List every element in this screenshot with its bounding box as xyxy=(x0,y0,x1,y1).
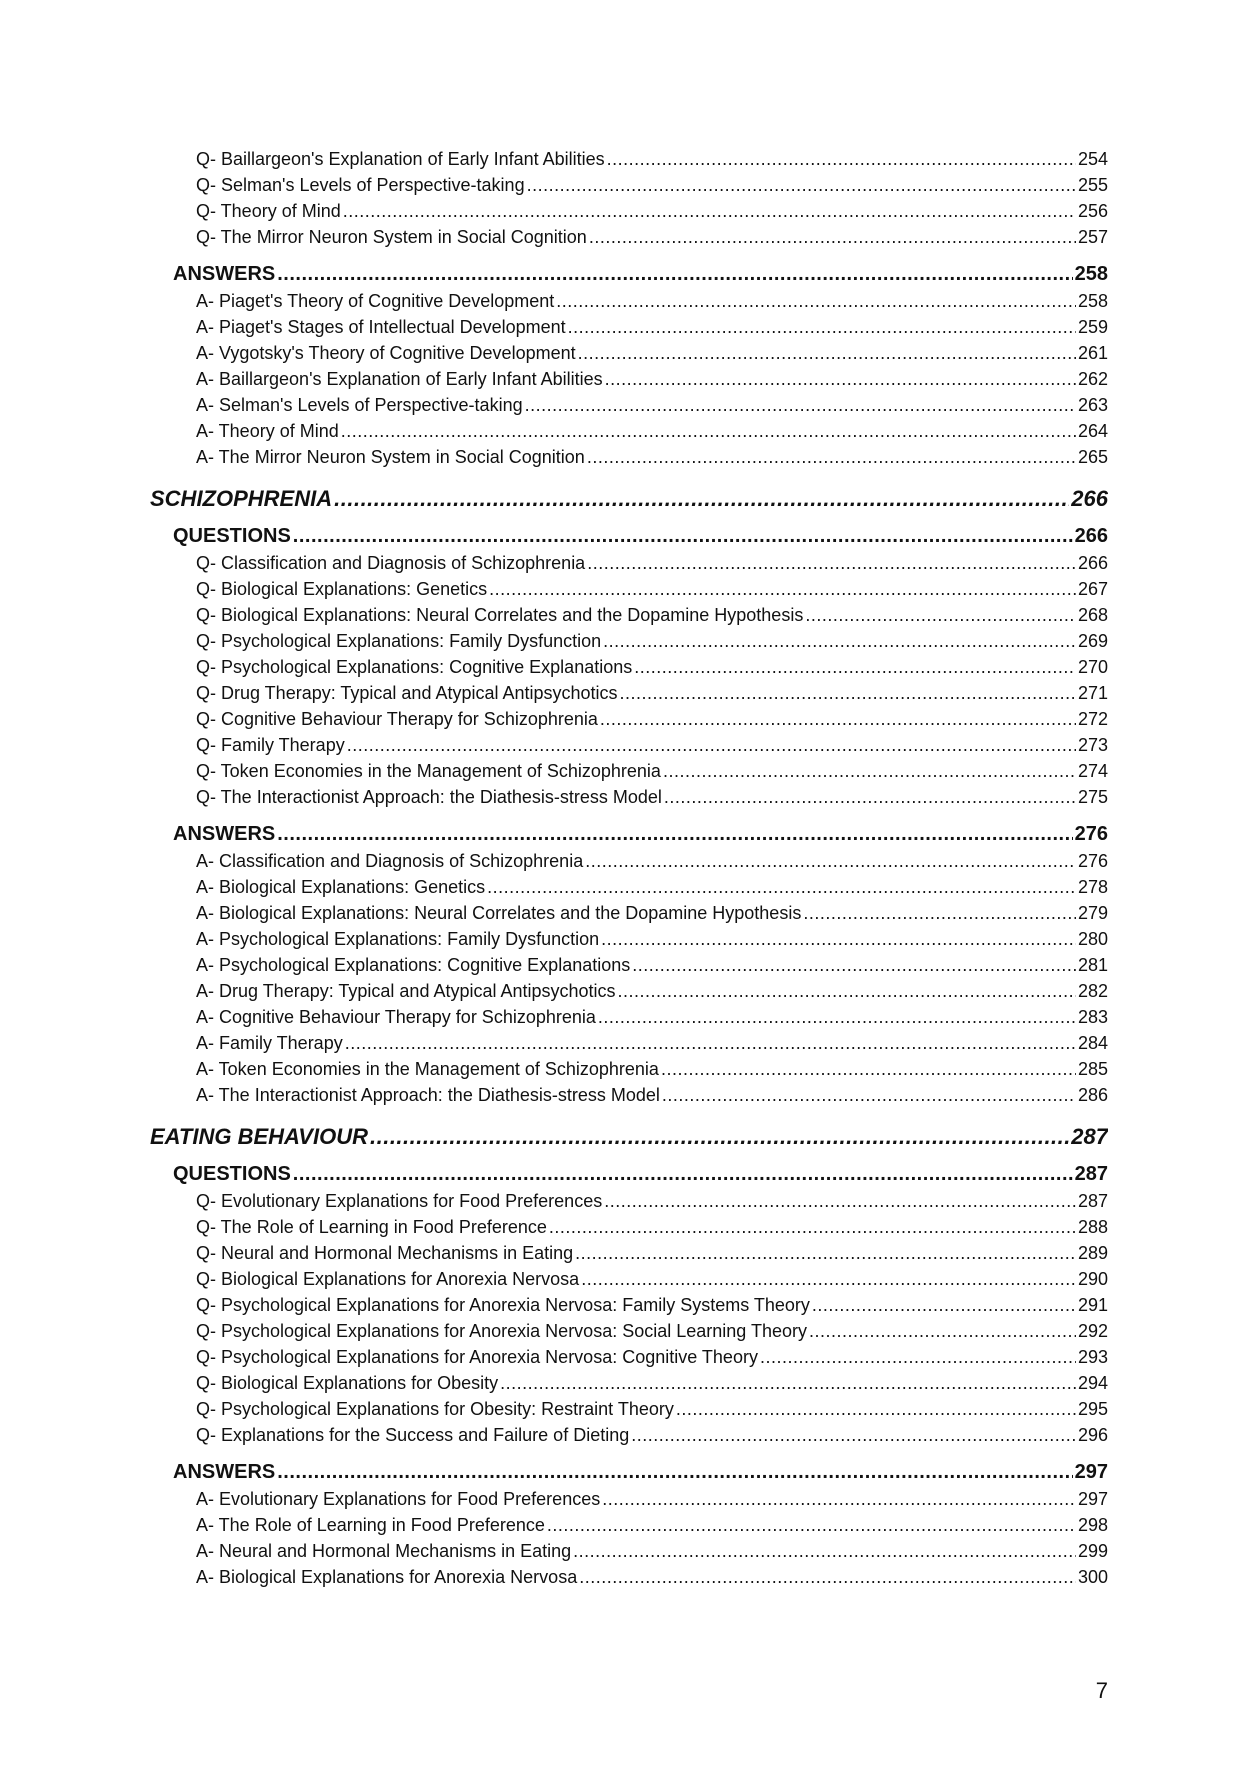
toc-entry-title: A- Psychological Explanations: Cognitive Explanations xyxy=(196,955,631,975)
toc-entry[interactable] xyxy=(150,366,1108,392)
toc-entry-page: 297 xyxy=(1074,1461,1108,1483)
toc-entry-title: Q- Selman's Levels of Perspective-taking xyxy=(196,175,525,195)
dot-leader xyxy=(631,1422,1076,1448)
toc-entry-title: Q- Family Therapy xyxy=(196,735,345,755)
toc-entry[interactable] xyxy=(150,288,1108,314)
toc-entry[interactable] xyxy=(150,340,1108,366)
toc-entry-title: A- Piaget's Stages of Intellectual Development xyxy=(196,317,566,337)
toc-entry-title: A- Piaget's Theory of Cognitive Development xyxy=(196,291,555,311)
toc-entry-page: 257 xyxy=(1077,227,1108,247)
toc-section[interactable] xyxy=(150,1458,1108,1486)
toc-entry[interactable] xyxy=(150,172,1108,198)
toc-entry-title: Q- Explanations for the Success and Failure of Dieting xyxy=(196,1425,630,1445)
dot-leader xyxy=(341,418,1076,444)
toc-entry-title: Q- Biological Explanations for Anorexia Nervosa xyxy=(196,1269,580,1289)
toc-entry[interactable] xyxy=(150,706,1108,732)
toc-entry-page: 256 xyxy=(1077,201,1108,221)
toc-entry[interactable] xyxy=(150,314,1108,340)
toc-entry-title: A- Biological Explanations for Anorexia Nervosa xyxy=(196,1567,578,1587)
toc-entry-page: 270 xyxy=(1077,657,1108,677)
dot-leader xyxy=(525,392,1076,418)
toc-entry-title: Q- Psychological Explanations for Anorexia Nervosa: Cognitive Theory xyxy=(196,1347,758,1367)
dot-leader xyxy=(803,900,1076,926)
dot-leader xyxy=(277,260,1072,288)
toc-entry-page: 267 xyxy=(1077,579,1108,599)
dot-leader xyxy=(579,1564,1076,1590)
dot-leader xyxy=(585,848,1076,874)
toc-entry-title: ANSWERS xyxy=(173,823,276,845)
dot-leader xyxy=(760,1344,1076,1370)
dot-leader xyxy=(607,146,1076,172)
toc-entry-title: A- Drug Therapy: Typical and Atypical Antipsychotics xyxy=(196,981,616,1001)
toc-entry[interactable] xyxy=(150,576,1108,602)
toc-entry-page: 263 xyxy=(1077,395,1108,415)
toc-entry-title: Q- Token Economies in the Management of Schizophrenia xyxy=(196,761,661,781)
toc-entry-page: 297 xyxy=(1077,1489,1108,1509)
toc-entry-title: A- Cognitive Behaviour Therapy for Schizophrenia xyxy=(196,1007,596,1027)
toc-entry[interactable] xyxy=(150,146,1108,172)
dot-leader xyxy=(634,654,1076,680)
toc-entry[interactable] xyxy=(150,978,1108,1004)
toc-entry-title: Q- Psychological Explanations: Cognitive Explanations xyxy=(196,657,633,677)
toc-section[interactable] xyxy=(150,820,1108,848)
toc-entry[interactable] xyxy=(150,1512,1108,1538)
dot-leader xyxy=(601,926,1076,952)
dot-leader xyxy=(664,784,1076,810)
toc-entry-page: 290 xyxy=(1077,1269,1108,1289)
toc-entry-title: Q- Biological Explanations for Obesity xyxy=(196,1373,499,1393)
toc-entry-page: 292 xyxy=(1077,1321,1108,1341)
toc-entry-page: 278 xyxy=(1077,877,1108,897)
dot-leader xyxy=(347,732,1076,758)
toc-entry-page: 271 xyxy=(1077,683,1108,703)
toc-entry-title: A- The Interactionist Approach: the Diathesis-stress Model xyxy=(196,1085,660,1105)
toc-entry-title: QUESTIONS xyxy=(173,525,291,547)
toc-entry[interactable] xyxy=(150,1266,1108,1292)
page-number: 7 xyxy=(1095,1678,1108,1703)
toc-entry[interactable] xyxy=(150,758,1108,784)
toc-entry-page: 300 xyxy=(1077,1567,1108,1587)
toc-entry[interactable] xyxy=(150,1344,1108,1370)
dot-leader xyxy=(277,1458,1072,1486)
toc-entry-page: 266 xyxy=(1074,525,1108,547)
toc-entry-title: A- Baillargeon's Explanation of Early Infant Abilities xyxy=(196,369,603,389)
toc-entry-title: Q- Drug Therapy: Typical and Atypical Antipsychotics xyxy=(196,683,618,703)
toc-entry-page: 262 xyxy=(1077,369,1108,389)
toc-entry-title: A- The Mirror Neuron System in Social Cognition xyxy=(196,447,585,467)
dot-leader xyxy=(602,1486,1076,1512)
dot-leader xyxy=(662,1082,1076,1108)
dot-leader xyxy=(293,522,1073,550)
toc-entry-page: 287 xyxy=(1074,1163,1108,1185)
toc-entry[interactable] xyxy=(150,900,1108,926)
toc-entry[interactable] xyxy=(150,602,1108,628)
dot-leader xyxy=(812,1292,1076,1318)
toc-entry-page: 255 xyxy=(1077,175,1108,195)
dot-leader xyxy=(489,576,1076,602)
toc-entry[interactable] xyxy=(150,874,1108,900)
toc-entry-title: ANSWERS xyxy=(173,1461,276,1483)
dot-leader xyxy=(568,314,1076,340)
toc-chapter[interactable] xyxy=(150,1120,1108,1154)
toc-entry-title: Q- Baillargeon's Explanation of Early Infant Abilities xyxy=(196,149,605,169)
toc-entry-title: A- Theory of Mind xyxy=(196,421,339,441)
toc-entry-page: 284 xyxy=(1077,1033,1108,1053)
toc-entry-title: A- Neural and Hormonal Mechanisms in Eating xyxy=(196,1541,572,1561)
dot-leader xyxy=(587,550,1076,576)
toc-entry-page: 275 xyxy=(1077,787,1108,807)
toc-entry-title: EATING BEHAVIOUR xyxy=(150,1124,368,1149)
toc-entry[interactable] xyxy=(150,926,1108,952)
toc-entry[interactable] xyxy=(150,1422,1108,1448)
dot-leader xyxy=(527,172,1076,198)
toc-entry-title: A- Biological Explanations: Neural Correlates and the Dopamine Hypothesis xyxy=(196,903,802,923)
toc-section[interactable] xyxy=(150,1160,1108,1188)
dot-leader xyxy=(661,1056,1076,1082)
toc-entry[interactable] xyxy=(150,198,1108,224)
toc-entry-title: Q- Psychological Explanations for Obesity: Restraint Theory xyxy=(196,1399,674,1419)
toc-entry-title: A- Psychological Explanations: Family Dysfunction xyxy=(196,929,600,949)
dot-leader xyxy=(676,1396,1076,1422)
toc-entry-page: 283 xyxy=(1077,1007,1108,1027)
toc-entry-page: 288 xyxy=(1077,1217,1108,1237)
dot-leader xyxy=(334,482,1069,516)
toc-entry-page: 285 xyxy=(1077,1059,1108,1079)
dot-leader xyxy=(343,198,1076,224)
toc-entry-page: 289 xyxy=(1077,1243,1108,1263)
toc-entry-page: 266 xyxy=(1077,553,1108,573)
toc-entry-title: A- Family Therapy xyxy=(196,1033,343,1053)
toc-entry-page: 261 xyxy=(1077,343,1108,363)
toc-entry[interactable] xyxy=(150,1396,1108,1422)
toc-entry-title: A- Token Economies in the Management of Schizophrenia xyxy=(196,1059,659,1079)
dot-leader xyxy=(618,978,1076,1004)
toc-entry[interactable] xyxy=(150,1486,1108,1512)
toc-entry-title: Q- Psychological Explanations for Anorexia Nervosa: Family Systems Theory xyxy=(196,1295,810,1315)
toc-entry-title: Q- The Mirror Neuron System in Social Cognition xyxy=(196,227,587,247)
dot-leader xyxy=(370,1120,1069,1154)
dot-leader xyxy=(605,366,1076,392)
toc-entry-title: A- Evolutionary Explanations for Food Preferences xyxy=(196,1489,601,1509)
toc-entry[interactable] xyxy=(150,418,1108,444)
toc-entry[interactable] xyxy=(150,1004,1108,1030)
toc-entry[interactable] xyxy=(150,1370,1108,1396)
toc-entry-title: A- Classification and Diagnosis of Schizophrenia xyxy=(196,851,584,871)
toc-entry-page: 258 xyxy=(1077,291,1108,311)
toc-entry[interactable] xyxy=(150,1318,1108,1344)
toc-entry-page: 291 xyxy=(1077,1295,1108,1315)
dot-leader xyxy=(556,288,1076,314)
toc-entry-title: A- Vygotsky's Theory of Cognitive Development xyxy=(196,343,576,363)
toc-entry-page: 296 xyxy=(1077,1425,1108,1445)
toc-entry-title: Q- The Interactionist Approach: the Diathesis-stress Model xyxy=(196,787,662,807)
toc-entry[interactable] xyxy=(150,654,1108,680)
toc-entry-title: SCHIZOPHRENIA xyxy=(150,486,333,511)
dot-leader xyxy=(587,444,1076,470)
toc-entry-title: Q- Classification and Diagnosis of Schizophrenia xyxy=(196,553,586,573)
dot-leader xyxy=(598,1004,1076,1030)
toc-entry-title: Q- Theory of Mind xyxy=(196,201,341,221)
dot-leader xyxy=(589,224,1076,250)
toc-entry-page: 287 xyxy=(1071,1124,1108,1149)
toc-entry[interactable] xyxy=(150,550,1108,576)
toc-entry-title: Q- Cognitive Behaviour Therapy for Schizophrenia xyxy=(196,709,598,729)
toc-entry-page: 281 xyxy=(1077,955,1108,975)
toc-entry-title: Q- Biological Explanations: Neural Correlates and the Dopamine Hypothesis xyxy=(196,605,804,625)
toc-entry-page: 259 xyxy=(1077,317,1108,337)
toc-entry-page: 266 xyxy=(1071,486,1108,511)
dot-leader xyxy=(293,1160,1073,1188)
toc-entry-title: Q- The Role of Learning in Food Preference xyxy=(196,1217,547,1237)
toc-entry-page: 274 xyxy=(1077,761,1108,781)
toc-entry-title: A- The Role of Learning in Food Preference xyxy=(196,1515,545,1535)
dot-leader xyxy=(632,952,1076,978)
toc-entry[interactable] xyxy=(150,784,1108,810)
dot-leader xyxy=(573,1538,1076,1564)
toc-entry-title: A- Selman's Levels of Perspective-taking xyxy=(196,395,523,415)
toc-entry-title: Q- Biological Explanations: Genetics xyxy=(196,579,488,599)
toc-entry[interactable] xyxy=(150,1564,1108,1590)
toc-entry[interactable] xyxy=(150,848,1108,874)
toc-entry[interactable] xyxy=(150,952,1108,978)
toc-entry[interactable] xyxy=(150,1030,1108,1056)
toc-entry-title: Q- Psychological Explanations: Family Dysfunction xyxy=(196,631,602,651)
toc-entry-page: 294 xyxy=(1077,1373,1108,1393)
toc-entry[interactable] xyxy=(150,444,1108,470)
toc-entry-page: 265 xyxy=(1077,447,1108,467)
dot-leader xyxy=(500,1370,1076,1396)
dot-leader xyxy=(549,1214,1076,1240)
toc-entry-page: 286 xyxy=(1077,1085,1108,1105)
toc-entry-page: 293 xyxy=(1077,1347,1108,1367)
toc-entry-page: 298 xyxy=(1077,1515,1108,1535)
dot-leader xyxy=(547,1512,1076,1538)
toc-entry-page: 276 xyxy=(1074,823,1108,845)
toc-entry-title: QUESTIONS xyxy=(173,1163,291,1185)
toc-entry[interactable] xyxy=(150,1240,1108,1266)
dot-leader xyxy=(600,706,1076,732)
toc-entry[interactable] xyxy=(150,1188,1108,1214)
dot-leader xyxy=(620,680,1076,706)
toc-entry-page: 287 xyxy=(1077,1191,1108,1211)
toc-entry[interactable] xyxy=(150,392,1108,418)
toc-entry[interactable] xyxy=(150,1082,1108,1108)
dot-leader xyxy=(487,874,1076,900)
dot-leader xyxy=(345,1030,1076,1056)
toc-entry[interactable] xyxy=(150,732,1108,758)
toc-entry-page: 264 xyxy=(1077,421,1108,441)
toc-entry-title: Q- Neural and Hormonal Mechanisms in Eating xyxy=(196,1243,574,1263)
dot-leader xyxy=(277,820,1072,848)
toc-entry[interactable] xyxy=(150,224,1108,250)
toc-entry[interactable] xyxy=(150,1292,1108,1318)
table-of-contents xyxy=(150,146,1108,1590)
toc-entry-page: 299 xyxy=(1077,1541,1108,1561)
dot-leader xyxy=(663,758,1076,784)
toc-entry-page: 258 xyxy=(1074,263,1108,285)
dot-leader xyxy=(578,340,1076,366)
dot-leader xyxy=(603,628,1076,654)
toc-entry-page: 273 xyxy=(1077,735,1108,755)
toc-entry[interactable] xyxy=(150,1538,1108,1564)
toc-entry-page: 272 xyxy=(1077,709,1108,729)
toc-entry-page: 279 xyxy=(1077,903,1108,923)
dot-leader xyxy=(575,1240,1076,1266)
toc-entry-page: 254 xyxy=(1077,149,1108,169)
toc-entry-title: ANSWERS xyxy=(173,263,276,285)
toc-section[interactable] xyxy=(150,522,1108,550)
toc-entry[interactable] xyxy=(150,628,1108,654)
toc-entry-page: 280 xyxy=(1077,929,1108,949)
toc-entry-page: 276 xyxy=(1077,851,1108,871)
toc-entry[interactable] xyxy=(150,1214,1108,1240)
toc-entry-page: 268 xyxy=(1077,605,1108,625)
dot-leader xyxy=(581,1266,1076,1292)
toc-entry-title: A- Biological Explanations: Genetics xyxy=(196,877,486,897)
toc-chapter[interactable] xyxy=(150,482,1108,516)
toc-entry-title: Q- Psychological Explanations for Anorexia Nervosa: Social Learning Theory xyxy=(196,1321,807,1341)
dot-leader xyxy=(809,1318,1076,1344)
dot-leader xyxy=(805,602,1076,628)
dot-leader xyxy=(604,1188,1076,1214)
toc-entry-page: 282 xyxy=(1077,981,1108,1001)
toc-entry-page: 295 xyxy=(1077,1399,1108,1419)
toc-section[interactable] xyxy=(150,260,1108,288)
toc-entry-title: Q- Evolutionary Explanations for Food Preferences xyxy=(196,1191,603,1211)
toc-entry-page: 269 xyxy=(1077,631,1108,651)
toc-entry[interactable] xyxy=(150,1056,1108,1082)
toc-entry[interactable] xyxy=(150,680,1108,706)
